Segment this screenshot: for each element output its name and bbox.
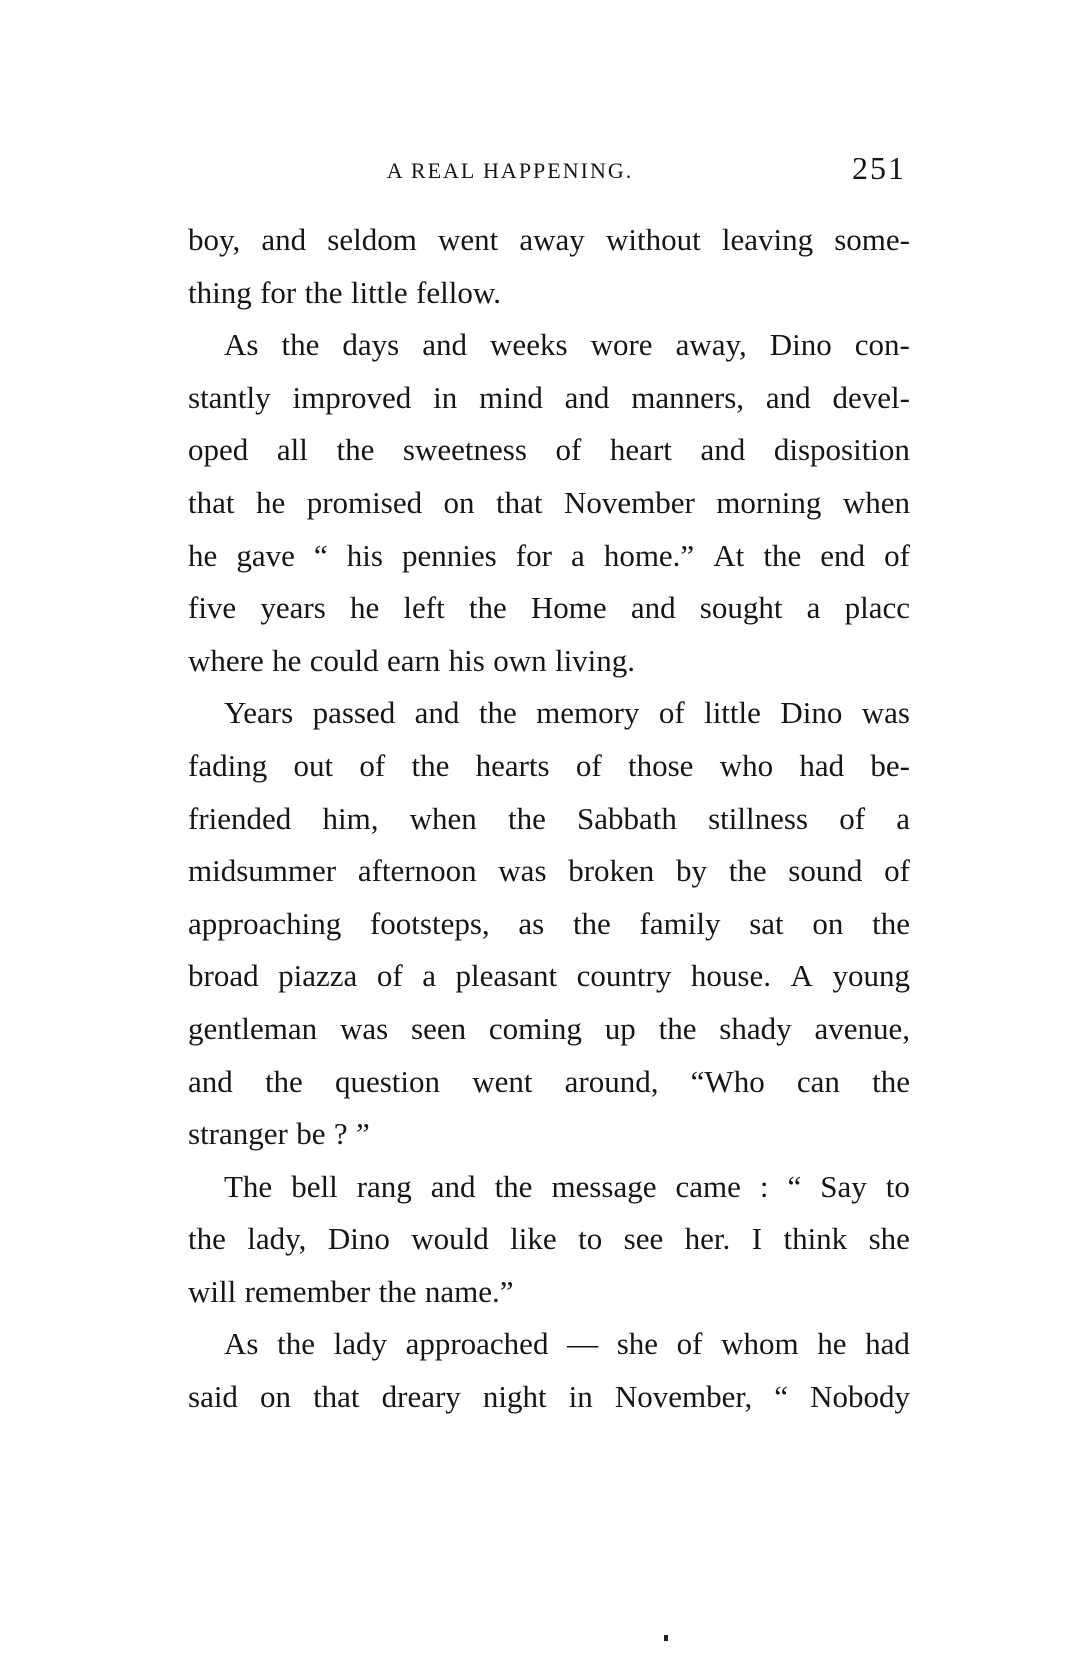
text-line: the lady, Dino would like to see her. I think she xyxy=(188,1221,910,1257)
text-line: approaching footsteps, as the family sat on the xyxy=(188,905,910,941)
text-line: Years passed and the memory of little Dino was xyxy=(224,695,910,731)
printer-mark xyxy=(664,1635,668,1641)
text-line: will remember the name.” xyxy=(188,1273,514,1309)
text-line: The bell rang and the message came : “ Say to xyxy=(224,1168,910,1204)
text-line: gentleman was seen coming up the shady avenue, xyxy=(188,1010,910,1046)
text-line: five years he left the Home and sought a placc xyxy=(188,590,910,626)
text-line: stranger be ? ” xyxy=(188,1116,370,1152)
paragraph xyxy=(188,1161,910,1319)
running-head xyxy=(190,150,912,190)
page-number: 251 xyxy=(852,150,906,186)
text-line: boy, and seldom went away without leaving some- xyxy=(188,222,910,257)
text-line: oped all the sweetness of heart and disposition xyxy=(188,432,910,468)
paragraph xyxy=(188,214,910,319)
text-line: stantly improved in mind and manners, and devel- xyxy=(188,379,910,415)
body-text xyxy=(188,214,910,1424)
text-line: As the lady approached — she of whom he had xyxy=(224,1326,910,1362)
text-line: friended him, when the Sabbath stillness of a xyxy=(188,800,910,836)
text-line: fading out of the hearts of those who had be- xyxy=(188,747,910,783)
text-line: and the question went around, “Who can the xyxy=(188,1063,910,1099)
paragraph xyxy=(188,1318,910,1423)
paragraph xyxy=(188,319,910,687)
text-line: As the days and weeks wore away, Dino con- xyxy=(224,327,910,363)
text-line: he gave “ his pennies for a home.” At the end of xyxy=(188,537,910,573)
text-line: where he could earn his own living. xyxy=(188,642,636,678)
text-line: that he promised on that November morning when xyxy=(188,484,910,520)
text-line: broad piazza of a pleasant country house. A young xyxy=(188,958,910,994)
running-title: A REAL HAPPENING. xyxy=(386,158,634,183)
paragraph xyxy=(188,687,910,1160)
text-line: midsummer afternoon was broken by the sound of xyxy=(188,853,910,889)
text-line: said on that dreary night in November, “ Nobody xyxy=(188,1379,910,1415)
text-line: thing for the little fellow. xyxy=(188,274,501,310)
